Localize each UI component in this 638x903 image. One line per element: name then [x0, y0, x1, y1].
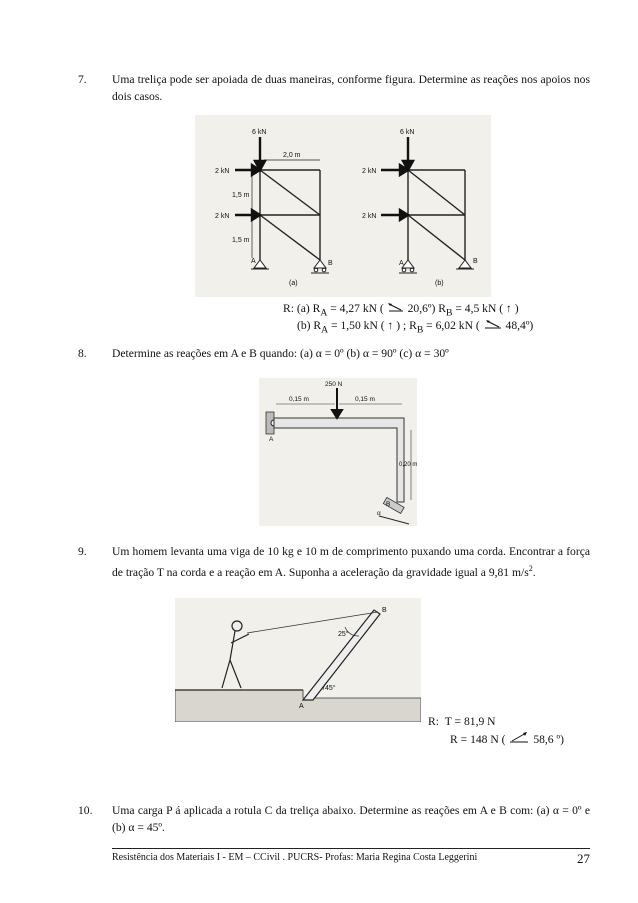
question-10 — [78, 803, 590, 836]
dimension-label: 0,15 m — [289, 396, 309, 403]
question-7 — [78, 72, 590, 105]
answer-q9-line1: R: T = 81,9 N — [428, 715, 496, 728]
beam-drawing — [175, 598, 421, 722]
truss-figure — [195, 115, 491, 297]
page-number: 27 — [577, 851, 590, 866]
up-arrow-icon: ↑ — [387, 319, 394, 332]
support-label: A — [399, 260, 404, 267]
question-9-number: 9. — [78, 545, 87, 558]
question-9: 9. Um homem levanta uma viga de 10 kg e 10 m de comprimento puxando uma corda. Encontrar a força de tração T na corda e a reação em A. Suponha a aceleração da gravidade igual a 9,81 $m/s^2$. — [78, 545, 590, 579]
load-label: 6 kN — [252, 129, 267, 136]
angle-label: α — [377, 510, 381, 517]
load-label: 2 kN — [362, 168, 377, 175]
load-label: 6 kN — [400, 129, 415, 136]
question-8 — [78, 346, 590, 363]
diagonal-arrow-icon — [387, 302, 405, 312]
load-label: 2 kN — [215, 213, 230, 220]
question-9-text: Um homem levanta uma viga de 10 kg e 10 m de comprimento puxando uma corda. Encontrar a força de tração T na corda e a reação em A. Suponha a aceleração da gravidade igual a 9,81 m/s — [112, 545, 590, 579]
dimension-label: 2,0 m — [283, 152, 301, 159]
dimension-label: 0,20 m — [399, 462, 417, 468]
beam-figure — [175, 598, 421, 722]
load-label: 250 N — [325, 381, 343, 388]
support-label: B — [386, 501, 391, 508]
caption-label: (b) — [435, 280, 444, 287]
dimension-label: 0,15 m — [355, 396, 375, 403]
load-label: 2 kN — [362, 213, 377, 220]
truss-drawing — [195, 115, 491, 297]
answer-q7-line1: R: (a) $R_A = 4,27$ kN ( 20,6º) $R_B = 4,5$ kN ( ↑ ) — [283, 302, 519, 319]
angle-label: 25° — [338, 631, 349, 638]
diagonal-arrow-icon — [508, 731, 530, 743]
question-8-number: 8. — [78, 347, 87, 360]
question-8-text: Determine as reações em A e B quando: (a) α = 0º (b) α = 90º (c) α = 30º — [112, 347, 449, 360]
answer-q9-line2: R = 148 N ( 58,6 º) — [450, 733, 564, 746]
question-10-text: Uma carga P á aplicada a rotula C da treliça abaixo. Determine as reações em A e B com: (a) α = 0º e (b) α = 45º. — [112, 804, 590, 834]
caption-label: (a) — [289, 280, 298, 287]
page-footer — [112, 848, 590, 866]
point-label: A — [299, 703, 304, 710]
question-7-number: 7. — [78, 73, 87, 86]
frame-figure — [259, 378, 417, 526]
support-label: A — [269, 436, 274, 443]
dimension-label: 1,5 m — [232, 192, 250, 199]
diagonal-arrow-icon — [483, 319, 503, 329]
angle-label: 45° — [325, 685, 336, 692]
footer-text: Resistência dos Materiais I - EM – CCivil . PUCRS- Profas: Maria Regina Costa Leggerini — [112, 852, 478, 863]
question-10-number: 10. — [78, 804, 93, 817]
frame-drawing — [259, 378, 417, 526]
up-arrow-icon: ↑ — [506, 302, 512, 315]
support-label: B — [473, 258, 478, 265]
support-label: A — [251, 258, 256, 265]
question-7-text: Uma treliça pode ser apoiada de duas maneiras, conforme figura. Determine as reações nos apoios nos dois casos. — [112, 73, 590, 103]
point-label: B — [382, 607, 387, 614]
answer-q7-line2: (b) $R_A = 1,50$ kN ( ↑ ) ; $R_B = 6,02$ kN ( 48,4º) — [297, 319, 534, 336]
dimension-label: 1,5 m — [232, 237, 250, 244]
load-label: 2 kN — [215, 168, 230, 175]
support-label: B — [328, 260, 333, 267]
